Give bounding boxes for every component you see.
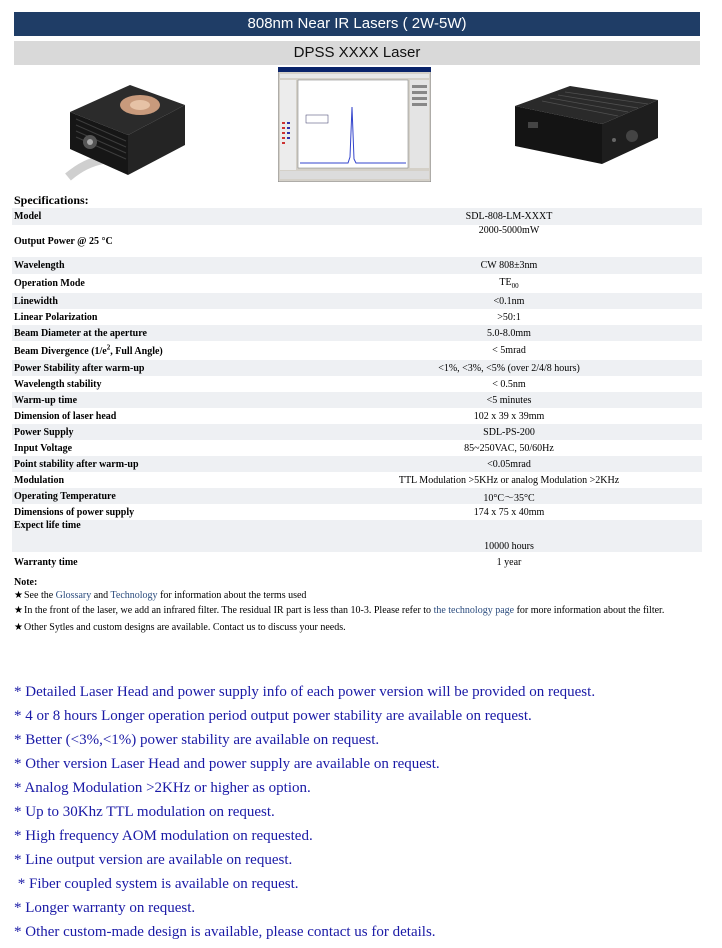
spec-value: 5.0-8.0mm — [487, 327, 531, 339]
table-row — [12, 440, 702, 456]
spec-label: Output Power @ 25 °C — [14, 235, 113, 247]
spec-value: TTL Modulation >5KHz or analog Modulation >2KHz — [398, 474, 620, 486]
table-row — [12, 424, 702, 440]
spec-value: SDL-PS-200 — [483, 426, 535, 438]
spec-label: Warm-up time — [14, 394, 78, 406]
spec-value: < 0.5nm — [492, 378, 526, 390]
spec-value: SDL-808-LM-XXXT — [465, 211, 553, 222]
technology-page-link[interactable]: the technology page — [433, 605, 515, 616]
spec-label: Linewidth — [14, 295, 58, 307]
options-list — [14, 680, 704, 944]
specifications-heading: Specifications: — [14, 193, 89, 207]
spec-label: Model — [14, 211, 42, 222]
note-item — [14, 604, 704, 617]
list-item: * 4 or 8 hours Longer operation period output power stability are available on request. — [14, 708, 532, 724]
note-text — [24, 604, 704, 617]
spec-label: Wavelength stability — [14, 378, 102, 390]
table-row — [12, 376, 702, 392]
spec-value: 2000-5000mW — [478, 225, 540, 236]
spec-value: 10000 hours — [484, 541, 534, 552]
spec-value: 85~250VAC, 50/60Hz — [464, 442, 554, 454]
table-row — [12, 293, 702, 309]
spec-value: 1 year — [496, 556, 522, 568]
table-row — [12, 274, 702, 293]
note-text: and — [91, 590, 111, 601]
list-item: * Other version Laser Head and power supply are available on request. — [14, 756, 440, 772]
spec-value — [316, 274, 702, 293]
table-row — [12, 309, 702, 325]
spec-value: < 5mrad — [492, 345, 526, 356]
notes-heading: Note: — [14, 577, 38, 588]
note-item — [14, 589, 704, 602]
note-text-post: for more information about the filter. — [514, 605, 665, 616]
table-row — [12, 488, 702, 504]
list-item: * Better (<3%,<1%) power stability are available on request. — [14, 732, 380, 748]
note-text-pre: In the front of the laser, we add an infrared filter. The residual IR part is less than 10-3. Please refer to — [24, 605, 434, 616]
table-row — [12, 552, 702, 572]
spec-label: Warranty time — [14, 556, 78, 568]
page-subtitle: DPSS XXXX Laser — [14, 41, 700, 65]
spec-label: Linear Polarization — [14, 311, 98, 323]
list-item: * High frequency AOM modulation on requested. — [14, 828, 313, 844]
glossary-link[interactable]: Glossary — [55, 590, 92, 601]
table-row — [12, 360, 702, 376]
spec-value: 174 x 75 x 40mm — [473, 506, 545, 518]
spec-label: Power Supply — [14, 426, 74, 438]
spec-label: Expect life time — [14, 520, 81, 531]
table-row — [12, 257, 702, 274]
table-row — [12, 520, 702, 552]
list-item: * Other custom-made design is available, please contact us for details. — [14, 924, 436, 940]
table-row — [12, 408, 702, 424]
list-item: * Detailed Laser Head and power supply info of each power version will be provided on request. — [14, 684, 596, 700]
technology-link[interactable]: Technology — [110, 590, 158, 601]
spec-value: 10°C～35°C — [483, 492, 535, 504]
spec-label: Dimensions of power supply — [14, 506, 135, 518]
spec-value: <5 minutes — [486, 394, 532, 406]
power-supply-image — [510, 78, 660, 168]
spectrum-screenshot-image — [278, 67, 431, 182]
table-row — [12, 392, 702, 408]
list-item: * Analog Modulation >2KHz or higher as option. — [14, 780, 311, 796]
note-item — [14, 621, 704, 634]
list-item: * Up to 30Khz TTL modulation on request. — [14, 804, 275, 820]
note-text: See the — [24, 590, 56, 601]
notes-section — [14, 576, 704, 634]
spec-value: CW 808±3nm — [480, 260, 538, 271]
table-row — [12, 341, 702, 360]
spec-label: Point stability after warm-up — [14, 458, 139, 470]
specifications-table — [12, 208, 702, 572]
page-title: 808nm Near IR Lasers ( 2W-5W) — [14, 12, 700, 36]
spec-label: Modulation — [14, 474, 65, 486]
table-row — [12, 325, 702, 341]
spec-value: 102 x 39 x 39mm — [473, 410, 545, 422]
spec-label — [12, 341, 316, 360]
star-icon: ★ — [14, 605, 23, 616]
laser-head-image — [60, 67, 190, 187]
operation-mode-value: $TE_{00}$ — [499, 277, 519, 290]
table-row — [12, 208, 702, 225]
spec-label: Input Voltage — [14, 442, 73, 454]
note-text: Other Sytles and custom designs are available. Contact us to discuss your needs. — [24, 622, 346, 633]
list-item: * Longer warranty on request. — [14, 900, 196, 916]
spec-label: Beam Diameter at the aperture — [14, 327, 147, 339]
table-row — [12, 504, 702, 520]
list-item: * Fiber coupled system is available on request. — [14, 876, 299, 892]
spec-label: Operating Temperature — [14, 490, 116, 502]
table-row — [12, 456, 702, 472]
beam-divergence-label: Beam Divergence ($1/e^2$, Full Angle) — [14, 343, 163, 358]
spec-label: Power Stability after warm-up — [14, 362, 145, 374]
star-icon: ★ — [14, 622, 23, 633]
spec-label: Operation Mode — [14, 278, 85, 289]
note-text: for information about the terms used — [157, 590, 307, 601]
list-item: * Line output version are available on request. — [14, 852, 293, 868]
table-row — [12, 225, 702, 257]
spec-label: Wavelength — [14, 260, 65, 271]
spec-value: <1%, <3%, <5% (over 2/4/8 hours) — [438, 362, 580, 374]
spec-value: >50:1 — [497, 311, 521, 323]
spec-value: <0.1nm — [493, 295, 525, 307]
star-icon: ★ — [14, 590, 23, 601]
spec-label: Dimension of laser head — [14, 410, 117, 422]
table-row — [12, 472, 702, 488]
spec-value: <0.05mrad — [487, 458, 531, 470]
